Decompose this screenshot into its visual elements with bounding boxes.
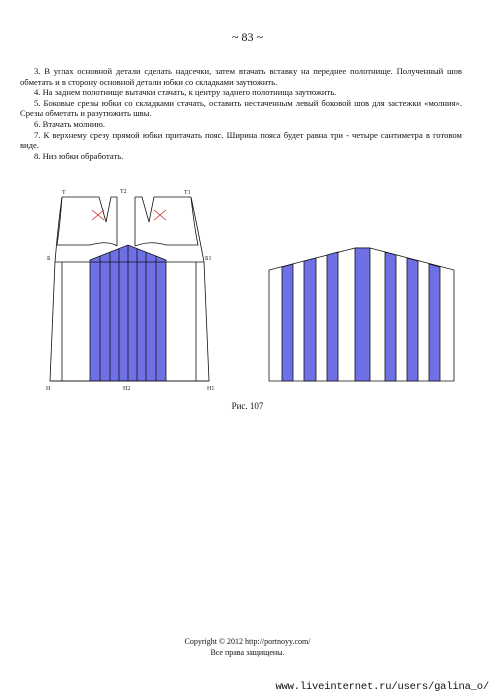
- skirt-pattern-drawing: [50, 197, 212, 381]
- point-label-h2: Н2: [123, 386, 131, 392]
- paragraph: 7. К верхнему срезу прямой юбки притачать пояс. Ширина пояса будет равна три - четыре сантиметра в готовом виде.: [20, 129, 462, 151]
- paragraph: 8. Низ юбки обработать.: [34, 150, 124, 161]
- figure-caption: Рис. 107: [231, 401, 264, 411]
- paragraph: 6. Втачать молнию.: [34, 118, 106, 129]
- yoke-line: [57, 197, 198, 246]
- point-label-b1: Б1: [205, 256, 212, 262]
- point-label-b: Б: [47, 256, 51, 262]
- footer: [0, 636, 495, 658]
- watermark-url: www.liveinternet.ru/users/galina_o/: [275, 681, 489, 693]
- rights-text: Все права защищены.: [210, 648, 285, 657]
- paragraph: 4. На заднем полотнище вытачки стачать, к центру заднего полотнища заутюжить.: [34, 87, 337, 98]
- point-label-t1: Т1: [184, 190, 191, 196]
- pleated-panel-drawing: [269, 248, 454, 381]
- page-number: ~ 83 ~: [232, 30, 263, 44]
- pleat-stripes: [282, 248, 440, 381]
- point-label-h1: Н1: [207, 386, 215, 392]
- point-label-t2: Т2: [120, 189, 127, 195]
- copyright-text: Copyright © 2012 http://portnoyy.com/: [184, 637, 311, 646]
- point-label-t: Т: [62, 190, 66, 196]
- paragraph: 3. В углах основной детали сделать надсечки, затем втачать вставку на переднее полотнище. Полученный шов обметать и в сторону основной детали юбки со складками заутюжить.: [20, 66, 462, 87]
- paragraph: 5. Боковые срезы юбки со складками стачать, оставить нестаченным левый боковой шов для застежки «молния». Срезы обметать и разутюжить швы.: [20, 97, 462, 119]
- point-label-h: Н: [46, 386, 51, 392]
